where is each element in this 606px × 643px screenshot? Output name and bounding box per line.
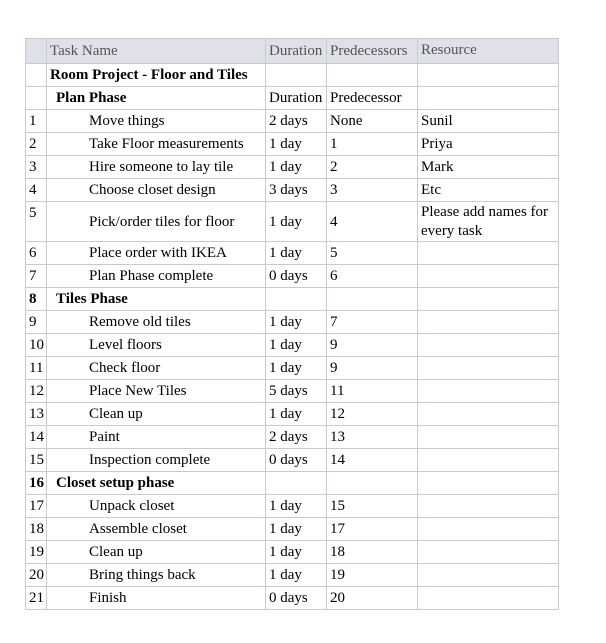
cell-id[interactable]: 16 [26,472,47,495]
cell-resource[interactable] [418,541,559,564]
cell-duration[interactable]: 1 day [266,564,327,587]
cell-duration[interactable] [266,472,327,495]
cell-duration[interactable]: 1 day [266,156,327,179]
header-task-name: Task Name [47,39,266,64]
cell-predecessors[interactable]: 9 [327,334,418,357]
cell-id[interactable]: 1 [26,110,47,133]
cell-duration[interactable]: 5 days [266,380,327,403]
cell-task-name[interactable]: Unpack closet [47,495,266,518]
cell-predecessors[interactable]: 20 [327,587,418,610]
task-row [26,110,559,133]
cell-duration[interactable]: 1 day [266,518,327,541]
cell-task-name[interactable]: Tiles Phase [47,288,266,311]
task-row [26,242,559,265]
task-row [26,587,559,610]
cell-task-name[interactable]: Assemble closet [47,518,266,541]
cell-predecessors[interactable]: 17 [327,518,418,541]
phase-row-plan [26,87,559,110]
task-row [26,403,559,426]
cell-task-name[interactable]: Choose closet design [47,179,266,202]
cell-id[interactable]: 20 [26,564,47,587]
cell-predecessors[interactable]: None [327,110,418,133]
cell-id[interactable]: 11 [26,357,47,380]
task-row [26,202,559,242]
cell-duration[interactable]: 1 day [266,311,327,334]
cell-duration[interactable]: 1 day [266,541,327,564]
cell-resource[interactable] [418,564,559,587]
cell-task-name[interactable]: Place order with IKEA [47,242,266,265]
task-row [26,449,559,472]
cell-id[interactable]: 13 [26,403,47,426]
task-table [25,38,559,610]
cell-resource[interactable] [418,64,559,87]
phase-row-tiles [26,288,559,311]
task-row [26,265,559,288]
cell-predecessors[interactable]: 13 [327,426,418,449]
cell-duration[interactable]: 1 day [266,202,327,242]
cell-resource[interactable] [418,242,559,265]
cell-predecessors[interactable] [327,288,418,311]
cell-task-name[interactable]: Bring things back [47,564,266,587]
cell-id[interactable]: 14 [26,426,47,449]
cell-id[interactable]: 12 [26,380,47,403]
cell-task-name[interactable]: Paint [47,426,266,449]
cell-resource[interactable]: Mark [418,156,559,179]
cell-resource[interactable]: Sunil [418,110,559,133]
cell-resource[interactable] [418,357,559,380]
cell-duration[interactable]: 1 day [266,242,327,265]
cell-resource[interactable] [418,587,559,610]
cell-id[interactable]: 6 [26,242,47,265]
cell-task-name[interactable]: Closet setup phase [47,472,266,495]
cell-task-name[interactable]: Clean up [47,403,266,426]
header-row [26,39,559,64]
task-row [26,334,559,357]
cell-task-name[interactable]: Clean up [47,541,266,564]
cell-predecessors[interactable]: 9 [327,357,418,380]
cell-predecessors[interactable]: 12 [327,403,418,426]
cell-id[interactable]: 4 [26,179,47,202]
cell-duration[interactable]: 3 days [266,179,327,202]
cell-task-name[interactable]: Move things [47,110,266,133]
cell-resource[interactable] [418,334,559,357]
cell-id[interactable]: 3 [26,156,47,179]
cell-resource[interactable] [418,380,559,403]
header-duration: Duration [266,39,327,64]
cell-resource[interactable] [418,472,559,495]
cell-id[interactable]: 9 [26,311,47,334]
cell-duration[interactable]: 1 day [266,495,327,518]
project-row [26,64,559,87]
task-row [26,426,559,449]
cell-task-name[interactable]: Plan Phase [47,87,266,110]
task-row [26,380,559,403]
cell-duration[interactable]: 0 days [266,265,327,288]
task-row [26,518,559,541]
task-row [26,357,559,380]
cell-task-name[interactable]: Hire someone to lay tile [47,156,266,179]
cell-predecessors[interactable]: Predecessor [327,87,418,110]
cell-task-name[interactable]: Pick/order tiles for floor [47,202,266,242]
cell-resource[interactable] [418,495,559,518]
cell-predecessors[interactable] [327,472,418,495]
cell-id[interactable]: 17 [26,495,47,518]
cell-resource[interactable]: Please add names for every task [418,202,559,242]
cell-duration[interactable]: 1 day [266,403,327,426]
cell-id[interactable]: 2 [26,133,47,156]
cell-resource[interactable] [418,311,559,334]
cell-id[interactable]: 7 [26,265,47,288]
cell-resource[interactable] [418,426,559,449]
cell-task-name[interactable]: Room Project - Floor and Tiles [47,64,266,87]
task-row [26,495,559,518]
cell-task-name[interactable]: Level floors [47,334,266,357]
cell-resource[interactable] [418,265,559,288]
cell-id[interactable] [26,87,47,110]
cell-resource[interactable] [418,87,559,110]
task-row [26,179,559,202]
cell-task-name[interactable]: Inspection complete [47,449,266,472]
header-id [26,39,47,64]
cell-duration[interactable]: Duration [266,87,327,110]
cell-task-name[interactable]: Finish [47,587,266,610]
cell-id[interactable]: 8 [26,288,47,311]
cell-predecessors[interactable] [327,64,418,87]
cell-id[interactable]: 5 [26,202,47,242]
cell-duration[interactable]: 0 days [266,587,327,610]
cell-resource[interactable] [418,449,559,472]
cell-resource[interactable] [418,518,559,541]
cell-task-name[interactable]: Plan Phase complete [47,265,266,288]
cell-task-name[interactable]: Place New Tiles [47,380,266,403]
cell-id[interactable]: 19 [26,541,47,564]
cell-predecessors[interactable]: 19 [327,564,418,587]
phase-row-closet [26,472,559,495]
cell-predecessors[interactable]: 3 [327,179,418,202]
cell-task-name[interactable]: Check floor [47,357,266,380]
cell-task-name[interactable]: Take Floor measurements [47,133,266,156]
cell-id[interactable] [26,64,47,87]
cell-duration[interactable] [266,288,327,311]
cell-id[interactable]: 21 [26,587,47,610]
cell-predecessors[interactable]: 14 [327,449,418,472]
cell-id[interactable]: 15 [26,449,47,472]
cell-resource[interactable] [418,403,559,426]
header-predecessors: Predecessors [327,39,418,64]
cell-resource[interactable]: Priya [418,133,559,156]
cell-id[interactable]: 18 [26,518,47,541]
header-resource: Resource [418,39,559,64]
cell-predecessors[interactable]: 5 [327,242,418,265]
task-row [26,564,559,587]
cell-predecessors[interactable]: 15 [327,495,418,518]
task-row [26,133,559,156]
task-row [26,156,559,179]
cell-duration[interactable]: 2 days [266,426,327,449]
cell-predecessors[interactable]: 7 [327,311,418,334]
cell-duration[interactable]: 0 days [266,449,327,472]
cell-predecessors[interactable]: 11 [327,380,418,403]
cell-resource[interactable]: Etc [418,179,559,202]
task-row [26,311,559,334]
cell-predecessors[interactable]: 4 [327,202,418,242]
cell-predecessors[interactable]: 6 [327,265,418,288]
cell-id[interactable]: 10 [26,334,47,357]
cell-predecessors[interactable]: 18 [327,541,418,564]
cell-predecessors[interactable]: 2 [327,156,418,179]
cell-duration[interactable]: 1 day [266,133,327,156]
cell-duration[interactable]: 1 day [266,334,327,357]
cell-duration[interactable] [266,64,327,87]
cell-predecessors[interactable]: 1 [327,133,418,156]
cell-duration[interactable]: 2 days [266,110,327,133]
task-row [26,541,559,564]
cell-duration[interactable]: 1 day [266,357,327,380]
cell-resource[interactable] [418,288,559,311]
cell-task-name[interactable]: Remove old tiles [47,311,266,334]
